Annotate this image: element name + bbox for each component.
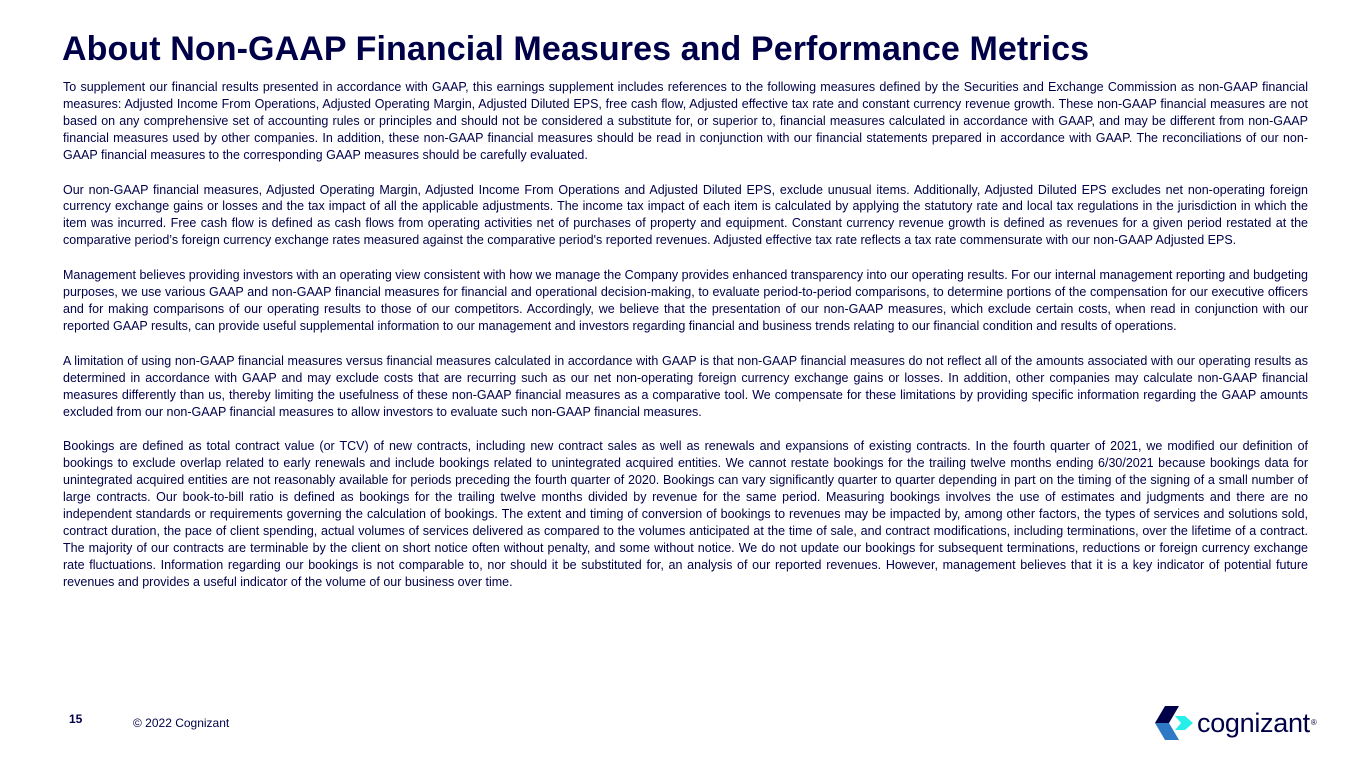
- cognizant-chevron-logo-icon: [1155, 706, 1193, 740]
- paragraph-bookings: Bookings are defined as total contract value (or TCV) of new contracts, including new contract sales as well as renewals and expansions of existing contracts. In the fourth quarter of 2021, we modified our definition of bookings to exclude overlap related to early renewals and include bookings related to unintegrated acquired entities. We cannot restate bookings for the trailing twelve months ending 6/30/2021 because bookings data for unintegrated acquired entities are not reasonably available for periods preceding the fourth quarter of 2020. Bookings can vary significantly quarter to quarter depending in part on the timing of the signing of a small number of large contracts. Our book-to-bill ratio is defined as bookings for the trailing twelve months divided by revenue for the same period. Measuring bookings involves the use of estimates and judgments and there are no independent standards or requirements governing the calculation of bookings. The extent and timing of conversion of bookings to revenues may be impacted by, among other factors, the types of services and solutions sold, contract duration, the pace of client spending, actual volumes of services delivered as compared to the volumes anticipated at the time of sale, and contract modifications, including terminations, over the lifetime of a contract. The majority of our contracts are terminable by the client on short notice often without penalty, and some without notice. We do not update our bookings for subsequent terminations, reductions or foreign currency exchange rate fluctuations. Information regarding our bookings is not comparable to, nor should it be substituted for, an analysis of our reported revenues. However, management believes that it is a key indicator of potential future revenues and provides a useful indicator of the volume of our business over time.: [63, 439, 1308, 589]
- page-number: 15: [69, 712, 83, 726]
- logo-shape-blue: [1155, 723, 1179, 740]
- paragraph-non-gaap-intro: To supplement our financial results presented in accordance with GAAP, this earnings supplement includes references to the following measures defined by the Securities and Exchange Commission as non-GAAP financial measures: Adjusted Income From Operations, Adjusted Operating Margin, Adjusted Diluted EPS, free cash flow, Adjusted effective tax rate and constant currency revenue growth. These non-GAAP financial measures are not based on any comprehensive set of accounting rules or principles and should not be considered a substitute for, or superior to, financial measures calculated in accordance with GAAP, and may be different from non-GAAP financial measures used by other companies. In addition, these non-GAAP financial measures should be read in conjunction with our financial statements prepared in accordance with GAAP. The reconciliations of our non-GAAP financial measures to the corresponding GAAP measures should be carefully evaluated.: [63, 80, 1308, 162]
- logo-wordmark: [1197, 708, 1317, 738]
- logo-shape-dark: [1155, 706, 1179, 723]
- paragraph-limitations: A limitation of using non-GAAP financial measures versus financial measures calculated in accordance with GAAP is that non-GAAP financial measures do not reflect all of the amounts associated with our operating results as determined in accordance with GAAP and may exclude costs that are recurring such as our net non-operating foreign currency exchange gains or losses. In addition, other companies may calculate non-GAAP financial measures differently than us, thereby limiting the usefulness of these non-GAAP financial measures as a comparative tool. We compensate for these limitations by providing specific information regarding the GAAP amounts excluded from our non-GAAP financial measures to allow investors to evaluate such non-GAAP financial measures.: [63, 353, 1308, 419]
- paragraph-management-view: Management believes providing investors with an operating view consistent with how we manage the Company provides enhanced transparency into our operating results. For our internal management reporting and budgeting purposes, we use various GAAP and non-GAAP financial measures for financial and operational decision-making, to evaluate period-to-period comparisons, to determine portions of the compensation for our executive officers and for making comparisons of our operating results to those of our competitors. Accordingly, we believe that the presentation of our non-GAAP measures, which exclude certain costs, when read in conjunction with our reported GAAP results, can provide useful supplemental information to our management and investors regarding financial and business trends relating to our financial condition and results of operations.: [63, 268, 1308, 333]
- logo-shape-light: [1175, 716, 1193, 730]
- logo-wordmark-text: cognizant: [1197, 708, 1310, 738]
- registered-mark: ®: [1310, 718, 1317, 727]
- body-text: [63, 79, 1308, 609]
- paragraph-non-gaap-measures: Our non-GAAP financial measures, Adjusted Operating Margin, Adjusted Income From Operations and Adjusted Diluted EPS, exclude unusual items. Additionally, Adjusted Diluted EPS excludes net non-operating foreign currency exchange gains or losses and the tax impact of all the applicable adjustments. The income tax impact of each item is calculated by applying the statutory rate and local tax regulations in the jurisdiction in which the item was incurred. Free cash flow is defined as cash flows from operating activities net of purchases of property and equipment. Constant currency revenue growth is defined as revenues for a given period restated at the comparative period’s foreign currency exchange rates measured against the comparative period's reported revenues. Adjusted effective tax rate reflects a tax rate commensurate with our non-GAAP Adjusted EPS.: [63, 182, 1308, 248]
- cognizant-logo: [1155, 706, 1317, 740]
- page-title: About Non-GAAP Financial Measures and Performance Metrics: [62, 30, 1090, 68]
- copyright-notice: © 2022 Cognizant: [133, 716, 230, 730]
